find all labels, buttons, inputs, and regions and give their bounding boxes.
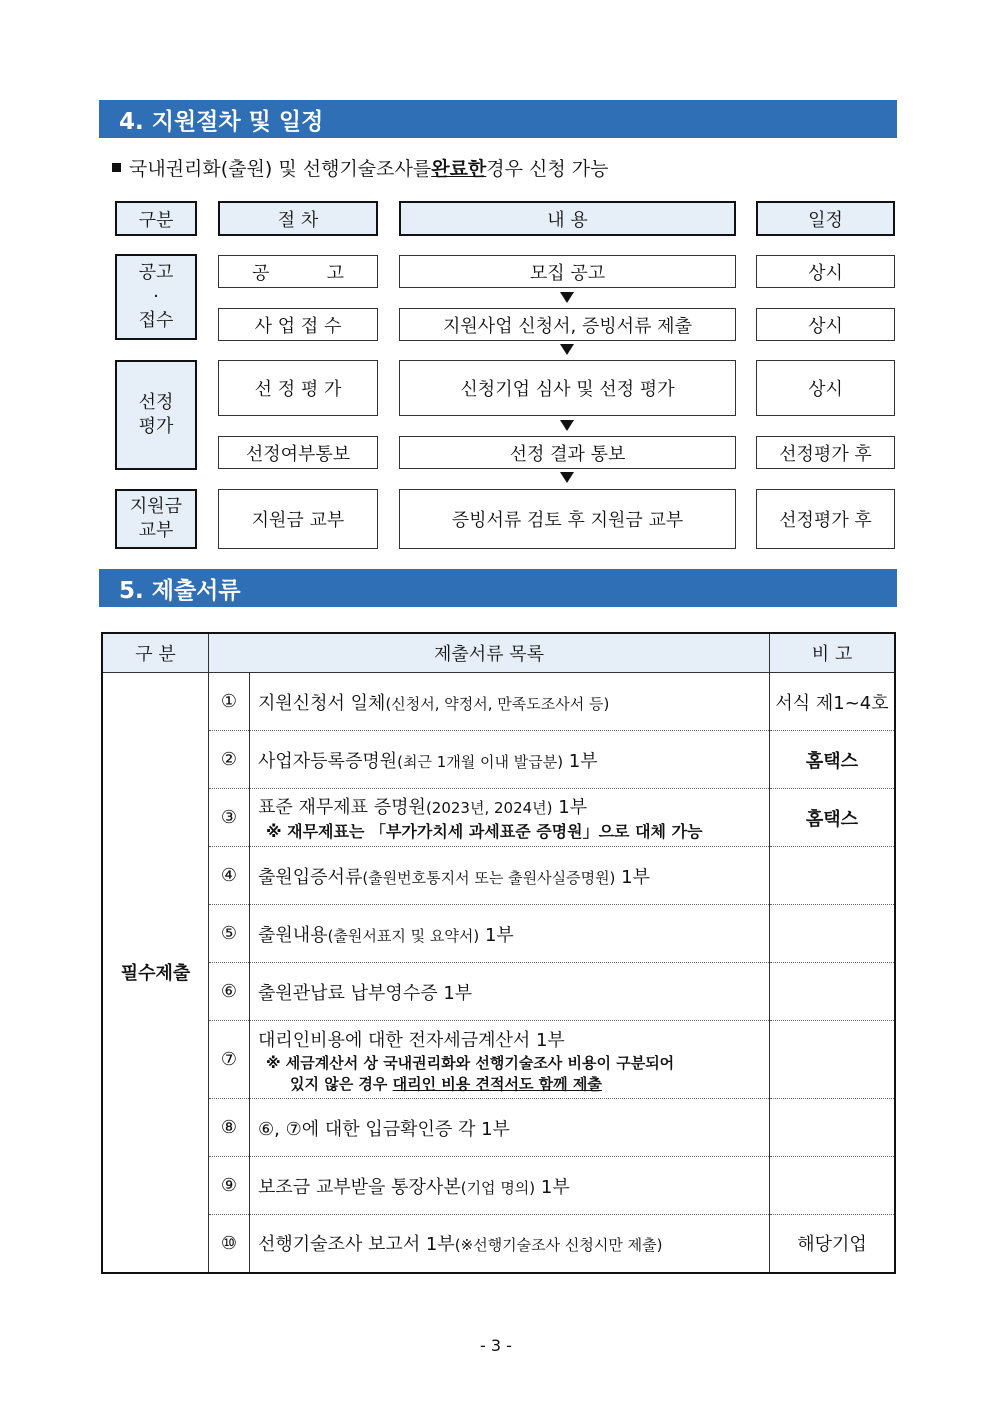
step-content-5: 증빙서류 검토 후 지원금 교부 [399, 489, 736, 549]
down-arrow-icon [560, 472, 574, 483]
col-header-remarks: 비 고 [770, 633, 896, 673]
step-procedure-4: 선정여부통보 [218, 436, 378, 469]
row-document [250, 1099, 770, 1157]
document-count: 1부 [535, 1176, 570, 1198]
row-number: ⑦ [209, 1021, 250, 1099]
step-content-3: 신청기업 심사 및 선정 평가 [399, 360, 736, 416]
table-header-row [102, 633, 895, 673]
document-name: 대리인비용에 대한 전자세금계산서 1부 [258, 1029, 565, 1051]
row-number: ⑧ [209, 1099, 250, 1157]
step-schedule-5: 선정평가 후 [756, 489, 895, 549]
row-document [250, 847, 770, 905]
group-label: 공고 [138, 261, 174, 283]
row-remark: 해당기업 [797, 1234, 867, 1256]
table-row [102, 905, 895, 963]
document-detail: (출원번호통지서 또는 출원사실증명원) [362, 868, 616, 887]
step-schedule-1: 상시 [756, 255, 895, 288]
row-number: ① [209, 673, 250, 731]
header-schedule: 일정 [756, 201, 895, 236]
row-number: ⑥ [209, 963, 250, 1021]
document-count: 1부 [615, 866, 650, 888]
document-detail: (최근 1개월 이내 발급분) [397, 752, 564, 771]
table-row [102, 1021, 895, 1099]
col-header-category: 구 분 [102, 633, 209, 673]
step-schedule-2: 상시 [756, 308, 895, 341]
row-number: ③ [209, 789, 250, 847]
row-remark [770, 963, 896, 1021]
document-name: 사업자등록증명원 [258, 750, 398, 772]
group-label: 평가 [138, 416, 174, 437]
row-number: ⑨ [209, 1157, 250, 1215]
row-remark [770, 1157, 896, 1215]
group-notice-receipt [115, 254, 197, 340]
document-note-underlined: 대리인 비용 견적서도 함께 제출 [392, 1074, 602, 1093]
document-name: 보조금 교부받을 통장사본 [258, 1176, 461, 1198]
document-name: 출원입증서류 [258, 866, 363, 888]
row-remark: 서식 제1~4호 [770, 673, 896, 731]
eligibility-note [112, 154, 609, 181]
document-count: 1부 [552, 797, 588, 818]
step-procedure-3: 선 정 평 가 [218, 360, 378, 416]
row-remark [770, 905, 896, 963]
row-document [250, 1157, 770, 1215]
document-name: 출원내용 [258, 924, 328, 946]
document-note: ※ 재무제표는 「부가가치세 과세표준 증명원」으로 대체 가능 [266, 822, 703, 841]
table-row [102, 673, 895, 731]
row-document [250, 731, 770, 789]
note-text-pre: 국내권리화(출원) 및 선행기술조사를 [129, 158, 432, 180]
row-document [250, 963, 770, 1021]
category-required: 필수제출 [102, 673, 209, 1273]
document-detail: (※선행기술조사 신청시만 제출) [454, 1236, 663, 1255]
row-number: ⑤ [209, 905, 250, 963]
row-number: ④ [209, 847, 250, 905]
row-remark: 홈택스 [770, 789, 896, 847]
table-row [102, 847, 895, 905]
table-row [102, 1215, 895, 1273]
document-name: ⑥, ⑦에 대한 입금확인증 각 1부 [258, 1118, 510, 1140]
row-remark [770, 1099, 896, 1157]
header-content: 내 용 [399, 201, 736, 236]
document-note: 있지 않은 경우 [290, 1074, 393, 1093]
step-content-2: 지원사업 신청서, 증빙서류 제출 [399, 308, 736, 341]
group-label: 교부 [138, 520, 174, 541]
document-detail: (2023년, 2024년) [425, 799, 553, 817]
row-remark [770, 1021, 896, 1099]
document-name: 선행기술조사 보고서 1부 [258, 1234, 455, 1256]
header-category: 구분 [115, 201, 197, 236]
step-schedule-3: 상시 [756, 360, 895, 416]
document-count: 1부 [563, 750, 598, 772]
row-document [250, 1021, 770, 1099]
row-remark [770, 847, 896, 905]
document-name: 출원관납료 납부영수증 1부 [258, 982, 473, 1004]
table-row [102, 963, 895, 1021]
header-procedure: 절 차 [218, 201, 378, 236]
document-count: 1부 [479, 924, 514, 946]
step-procedure-5: 지원금 교부 [218, 489, 378, 549]
row-document [250, 789, 770, 847]
documents-table [101, 632, 896, 1274]
row-document [250, 673, 770, 731]
group-selection-evaluation [115, 360, 197, 470]
group-grant-payment [115, 489, 197, 549]
col-header-documents: 제출서류 목록 [209, 633, 770, 673]
row-remark: 홈택스 [770, 731, 896, 789]
document-note: ※ 세금계산서 상 국내권리화와 선행기술조사 비용이 구분되어 [266, 1053, 675, 1072]
document-detail: (출원서표지 및 요약서) [327, 926, 480, 945]
down-arrow-icon [560, 344, 574, 355]
step-procedure-2: 사 업 접 수 [218, 308, 378, 341]
document-detail: (기업 명의) [460, 1178, 536, 1197]
row-number: ② [209, 731, 250, 789]
step-content-1: 모집 공고 [399, 255, 736, 288]
table-row [102, 789, 895, 847]
note-text-emphasis: 완료한 [431, 158, 487, 180]
group-label: · [153, 285, 159, 307]
step-procedure-1: 공 고 [218, 255, 378, 288]
table-row [102, 1157, 895, 1215]
note-text-post: 경우 신청 가능 [486, 158, 609, 180]
table-row [102, 731, 895, 789]
square-bullet-icon [112, 163, 121, 172]
row-number: ⑩ [209, 1215, 250, 1273]
step-schedule-4: 선정평가 후 [756, 436, 895, 469]
section-title-procedure: 4. 지원절차 및 일정 [99, 100, 897, 138]
page-number: - 3 - [480, 1336, 512, 1355]
down-arrow-icon [560, 420, 574, 431]
group-label: 접수 [138, 310, 174, 332]
section-title-documents: 5. 제출서류 [99, 569, 897, 607]
group-label: 지원금 [129, 495, 183, 517]
step-content-4: 선정 결과 통보 [399, 436, 736, 469]
row-document [250, 905, 770, 963]
group-label: 선정 [138, 391, 174, 413]
document-name: 지원신청서 일체 [258, 692, 386, 714]
document-detail: (신청서, 약정서, 만족도조사서 등) [385, 694, 610, 713]
document-name: 표준 재무제표 증명원 [258, 797, 426, 818]
row-document [250, 1215, 770, 1273]
table-row [102, 1099, 895, 1157]
down-arrow-icon [560, 292, 574, 303]
